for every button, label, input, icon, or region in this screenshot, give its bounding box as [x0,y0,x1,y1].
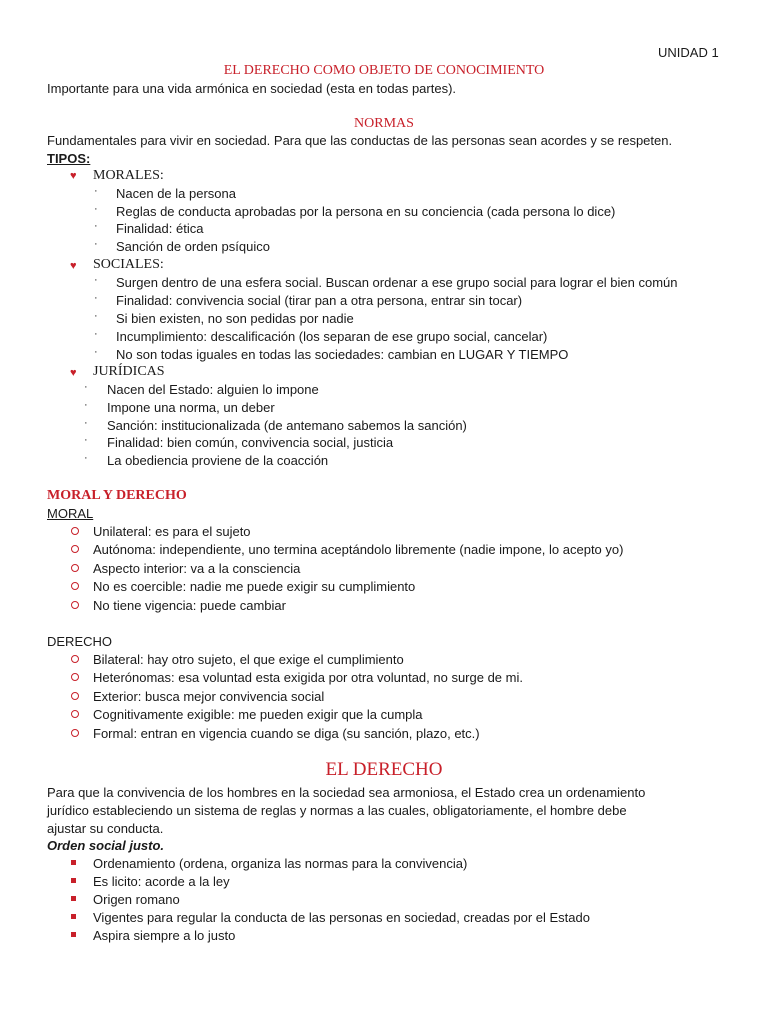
morales-item: Finalidad: ética [116,221,204,236]
heart-bullet-icon: ♥ [70,367,77,379]
juridicas-title: JURÍDICAS [93,364,165,379]
dot-bullet-icon: · [94,292,98,304]
sociales-item: Incumplimiento: descalificación (los separan de ese grupo social, cancelar) [116,329,548,344]
dot-bullet-icon: · [94,203,98,215]
moral-derecho-heading: MORAL Y DERECHO [47,488,187,503]
derecho-item: Bilateral: hay otro sujeto, el que exige el cumplimiento [93,652,404,667]
dot-bullet-icon: · [84,399,88,411]
square-bullet-icon [71,860,76,865]
el-derecho-item: Vigentes para regular la conducta de las personas en sociedad, creadas por el Estado [93,910,590,925]
el-derecho-heading: EL DERECHO [325,759,443,780]
juridicas-item: Nacen del Estado: alguien lo impone [107,382,319,397]
morales-item: Reglas de conducta aprobadas por la persona en su conciencia (cada persona lo dice) [116,204,616,219]
dot-bullet-icon: · [94,274,98,286]
el-derecho-item: Ordenamiento (ordena, organiza las normas para la convivencia) [93,856,468,871]
el-derecho-paragraph-line: jurídico estableciendo un sistema de reglas y normas a las cuales, obligatoriamente, el hombre debe [47,803,627,818]
moral-item: No es coercible: nadie me puede exigir su cumplimiento [93,579,416,594]
square-bullet-icon [71,878,76,883]
moral-item: Autónoma: independiente, uno termina aceptándolo libremente (nadie impone, lo acepto yo) [93,542,624,557]
el-derecho-item: Origen romano [93,892,180,907]
circle-bullet-icon [71,692,79,700]
circle-bullet-icon [71,564,79,572]
heart-bullet-icon: ♥ [70,170,77,182]
orden-social-label: Orden social justo. [47,838,165,853]
derecho-item: Exterior: busca mejor convivencia social [93,689,325,704]
unit-label: UNIDAD 1 [658,45,719,60]
circle-bullet-icon [71,673,79,681]
normas-text: Fundamentales para vivir en sociedad. Para que las conductas de las personas sean acordes y se respeten. [47,133,673,148]
circle-bullet-icon [71,655,79,663]
el-derecho-item: Aspira siempre a lo justo [93,928,236,943]
normas-heading: NORMAS [354,116,414,131]
circle-bullet-icon [71,601,79,609]
derecho-item: Cognitivamente exigible: me pueden exigir que la cumpla [93,707,423,722]
juridicas-item: La obediencia proviene de la coacción [107,453,329,468]
circle-bullet-icon [71,527,79,535]
sociales-title: SOCIALES: [93,257,164,272]
sociales-item: Surgen dentro de una esfera social. Buscan ordenar a ese grupo social para lograr el bien común [116,275,678,290]
moral-item: No tiene vigencia: puede cambiar [93,598,286,613]
juridicas-item: Finalidad: bien común, convivencia social, justicia [107,435,394,450]
derecho-item: Heterónomas: esa voluntad esta exigida por otra voluntad, no surge de mi. [93,670,523,685]
dot-bullet-icon: · [84,434,88,446]
circle-bullet-icon [71,729,79,737]
square-bullet-icon [71,932,76,937]
moral-item: Aspecto interior: va a la consciencia [93,561,301,576]
el-derecho-paragraph-line: Para que la convivencia de los hombres en la sociedad sea armoniosa, el Estado crea un ordenamiento [47,785,646,800]
morales-item: Sanción de orden psíquico [116,239,270,254]
sociales-item: Si bien existen, no son pedidas por nadie [116,311,354,326]
dot-bullet-icon: · [84,381,88,393]
dot-bullet-icon: · [94,185,98,197]
juridicas-item: Impone una norma, un deber [107,400,275,415]
tipos-label: TIPOS: [47,151,91,166]
sociales-item: No son todas iguales en todas las sociedades: cambian en LUGAR Y TIEMPO [116,347,569,362]
dot-bullet-icon: · [94,238,98,250]
document-title: EL DERECHO COMO OBJETO DE CONOCIMIENTO [223,63,545,78]
heart-bullet-icon: ♥ [70,260,77,272]
dot-bullet-icon: · [94,310,98,322]
dot-bullet-icon: · [94,220,98,232]
derecho-label: DERECHO [47,634,113,649]
circle-bullet-icon [71,582,79,590]
morales-item: Nacen de la persona [116,186,236,201]
square-bullet-icon [71,914,76,919]
moral-label: MORAL [47,506,94,521]
morales-title: MORALES: [93,168,164,183]
derecho-item: Formal: entran en vigencia cuando se diga (su sanción, plazo, etc.) [93,726,480,741]
circle-bullet-icon [71,710,79,718]
juridicas-item: Sanción: institucionalizada (de antemano sabemos la sanción) [107,418,467,433]
square-bullet-icon [71,896,76,901]
el-derecho-paragraph-line: ajustar su conducta. [47,821,164,836]
sociales-item: Finalidad: convivencia social (tirar pan a otra persona, entrar sin tocar) [116,293,523,308]
dot-bullet-icon: · [84,417,88,429]
el-derecho-item: Es licito: acorde a la ley [93,874,230,889]
moral-item: Unilateral: es para el sujeto [93,524,251,539]
dot-bullet-icon: · [84,452,88,464]
intro-text: Importante para una vida armónica en sociedad (esta en todas partes). [47,81,457,96]
circle-bullet-icon [71,545,79,553]
dot-bullet-icon: · [94,328,98,340]
dot-bullet-icon: · [94,346,98,358]
